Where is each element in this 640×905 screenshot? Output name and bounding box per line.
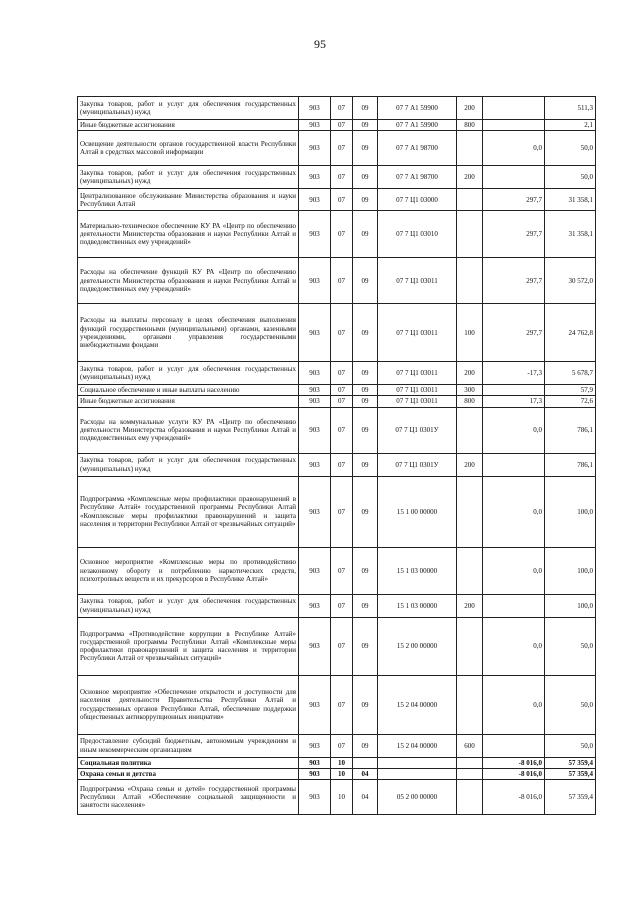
table-row xyxy=(78,675,596,734)
cell-name: Закупка товаров, работ и услуг для обеспечения государственных (муниципальных) нужд xyxy=(78,362,299,385)
cell-name: Закупка товаров, работ и услуг для обеспечения государственных (муниципальных) нужд xyxy=(78,453,299,476)
cell-change: 0,0 xyxy=(483,407,545,453)
cell-admin-code: 903 xyxy=(299,189,331,211)
table-row xyxy=(78,407,596,453)
cell-admin-code: 903 xyxy=(299,547,331,594)
cell-admin-code: 903 xyxy=(299,675,331,734)
cell-total: 72,6 xyxy=(545,396,596,407)
cell-expense-type xyxy=(457,768,483,779)
cell-total: 57,9 xyxy=(545,385,596,396)
cell-subsection: 09 xyxy=(353,734,378,757)
cell-target-article: 07 7 Ц1 03010 xyxy=(378,211,457,258)
cell-expense-type xyxy=(457,131,483,166)
cell-subsection xyxy=(353,757,378,768)
cell-total: 786,1 xyxy=(545,453,596,476)
cell-target-article: 15 1 00 00000 xyxy=(378,476,457,547)
page-number: 95 xyxy=(314,37,326,51)
table-row xyxy=(78,97,596,120)
cell-change xyxy=(483,453,545,476)
cell-name: Централизованное обслуживание Министерства образования и науки Республики Алтай xyxy=(78,189,299,211)
cell-name: Охрана семьи и детства xyxy=(78,768,299,779)
cell-section: 07 xyxy=(331,362,353,385)
cell-admin-code: 903 xyxy=(299,362,331,385)
cell-expense-type: 200 xyxy=(457,594,483,617)
cell-target-article xyxy=(378,768,457,779)
table-row xyxy=(78,166,596,189)
cell-admin-code: 903 xyxy=(299,757,331,768)
cell-expense-type: 200 xyxy=(457,166,483,189)
cell-name: Основное мероприятие «Обеспечение открытости и доступности для населения деятельности Правительства Республики Алтай и государственных органов Республики Алтай, обеспечение поддержки общественных антикоррупционных инициатив» xyxy=(78,675,299,734)
table-row xyxy=(78,453,596,476)
cell-expense-type xyxy=(457,476,483,547)
cell-section: 07 xyxy=(331,594,353,617)
cell-subsection: 09 xyxy=(353,258,378,304)
cell-total: 31 358,1 xyxy=(545,189,596,211)
cell-name: Расходы на обеспечение функций КУ РА «Центр по обеспечению деятельности Министерства образования и науки Республики Алтай и подведомственных ему учреждений» xyxy=(78,258,299,304)
table-row xyxy=(78,304,596,362)
cell-section: 07 xyxy=(331,97,353,120)
cell-subsection: 09 xyxy=(353,120,378,131)
cell-name: Подпрограмма «Противодействие коррупции в Республике Алтай» государственной программы Республики Алтай «Комплексные меры профилактики правонарушений и защита населения и территории Республики Алтай от чрезвычайных ситуаций» xyxy=(78,617,299,675)
cell-expense-type xyxy=(457,547,483,594)
cell-section: 07 xyxy=(331,304,353,362)
table-row xyxy=(78,362,596,385)
cell-change xyxy=(483,734,545,757)
cell-target-article: 07 7 А1 59900 xyxy=(378,120,457,131)
cell-expense-type: 200 xyxy=(457,97,483,120)
cell-target-article: 15 2 04 00000 xyxy=(378,675,457,734)
cell-expense-type: 600 xyxy=(457,734,483,757)
cell-admin-code: 903 xyxy=(299,594,331,617)
cell-total: 50,0 xyxy=(545,675,596,734)
cell-target-article: 07 7 Ц1 03011 xyxy=(378,385,457,396)
table-row xyxy=(78,385,596,396)
cell-section: 07 xyxy=(331,396,353,407)
cell-target-article: 07 7 А1 59900 xyxy=(378,97,457,120)
cell-admin-code: 903 xyxy=(299,453,331,476)
table-row xyxy=(78,547,596,594)
cell-section: 07 xyxy=(331,385,353,396)
cell-admin-code: 903 xyxy=(299,131,331,166)
cell-admin-code: 903 xyxy=(299,617,331,675)
cell-admin-code: 903 xyxy=(299,258,331,304)
cell-subsection: 09 xyxy=(353,362,378,385)
cell-subsection: 09 xyxy=(353,453,378,476)
cell-total: 2,1 xyxy=(545,120,596,131)
cell-section: 10 xyxy=(331,780,353,815)
cell-target-article: 07 7 Ц1 0301У xyxy=(378,407,457,453)
table-row xyxy=(78,258,596,304)
cell-total: 50,0 xyxy=(545,131,596,166)
cell-total: 57 359,4 xyxy=(545,768,596,779)
cell-name: Освещение деятельности органов государственной власти Республики Алтай в средствах массовой информации xyxy=(78,131,299,166)
cell-section: 10 xyxy=(331,768,353,779)
cell-change xyxy=(483,594,545,617)
cell-target-article: 07 7 Ц1 0301У xyxy=(378,453,457,476)
cell-change xyxy=(483,97,545,120)
table-row xyxy=(78,131,596,166)
cell-change: 0,0 xyxy=(483,131,545,166)
cell-name: Расходы на выплаты персоналу в целях обеспечения выполнения функций государственными (муниципальными) органами, казенными учреждениями, органами управления государственными внебюджетными фондами xyxy=(78,304,299,362)
cell-name: Закупка товаров, работ и услуг для обеспечения государственных (муниципальных) нужд xyxy=(78,166,299,189)
cell-change: 0,0 xyxy=(483,476,545,547)
cell-name: Предоставление субсидий бюджетным, автономным учреждениям и иным некоммерческим организациям xyxy=(78,734,299,757)
cell-target-article xyxy=(378,757,457,768)
table-row xyxy=(78,594,596,617)
table-row xyxy=(78,768,596,779)
cell-name: Закупка товаров, работ и услуг для обеспечения государственных (муниципальных) нужд xyxy=(78,594,299,617)
cell-name: Закупка товаров, работ и услуг для обеспечения государственных (муниципальных) нужд xyxy=(78,97,299,120)
cell-change: 297,7 xyxy=(483,258,545,304)
cell-name: Расходы на коммунальные услуги КУ РА «Центр по обеспечению деятельности Министерства образования и науки Республики Алтай и подведомственных ему учреждений» xyxy=(78,407,299,453)
cell-admin-code: 903 xyxy=(299,97,331,120)
cell-section: 07 xyxy=(331,211,353,258)
cell-total: 50,0 xyxy=(545,617,596,675)
cell-subsection: 04 xyxy=(353,768,378,779)
cell-change: 17,3 xyxy=(483,396,545,407)
table-row xyxy=(78,734,596,757)
cell-section: 07 xyxy=(331,407,353,453)
cell-section: 10 xyxy=(331,757,353,768)
cell-subsection: 04 xyxy=(353,780,378,815)
cell-subsection: 09 xyxy=(353,547,378,594)
cell-subsection: 09 xyxy=(353,617,378,675)
cell-total: 30 572,0 xyxy=(545,258,596,304)
cell-section: 07 xyxy=(331,258,353,304)
table-row xyxy=(78,780,596,815)
cell-total: 57 359,4 xyxy=(545,757,596,768)
cell-admin-code: 903 xyxy=(299,768,331,779)
cell-target-article: 15 1 03 00000 xyxy=(378,547,457,594)
cell-change: 297,7 xyxy=(483,211,545,258)
table-row xyxy=(78,476,596,547)
cell-change xyxy=(483,385,545,396)
cell-target-article: 07 7 А1 98700 xyxy=(378,166,457,189)
cell-admin-code: 903 xyxy=(299,166,331,189)
cell-expense-type: 300 xyxy=(457,385,483,396)
cell-change: -17,3 xyxy=(483,362,545,385)
cell-section: 07 xyxy=(331,734,353,757)
cell-change: 297,7 xyxy=(483,304,545,362)
cell-section: 07 xyxy=(331,166,353,189)
table-row xyxy=(78,120,596,131)
cell-section: 07 xyxy=(331,476,353,547)
cell-expense-type xyxy=(457,757,483,768)
cell-name: Основное мероприятие «Комплексные меры по противодействию незаконному обороту и потреблению наркотических средств, психотропных веществ и их прекурсоров в Республике Алтай» xyxy=(78,547,299,594)
cell-admin-code: 903 xyxy=(299,476,331,547)
table-row xyxy=(78,617,596,675)
table-row xyxy=(78,211,596,258)
cell-total: 31 358,1 xyxy=(545,211,596,258)
cell-subsection: 09 xyxy=(353,304,378,362)
cell-target-article: 05 2 00 00000 xyxy=(378,780,457,815)
cell-expense-type: 100 xyxy=(457,304,483,362)
cell-change: -8 016,0 xyxy=(483,780,545,815)
cell-target-article: 15 1 03 00000 xyxy=(378,594,457,617)
cell-admin-code: 903 xyxy=(299,780,331,815)
cell-name: Материально-техническое обеспечение КУ РА «Центр по обеспечению деятельности Министерства образования и науки Республики Алтай и подведомственных ему учреждений» xyxy=(78,211,299,258)
cell-target-article: 07 7 Ц1 03000 xyxy=(378,189,457,211)
cell-name: Иные бюджетные ассигнования xyxy=(78,396,299,407)
cell-change: 0,0 xyxy=(483,547,545,594)
cell-name: Подпрограмма «Охрана семьи и детей» государственной программы Республики Алтай «Обеспечение социальной защищенности и занятости населения» xyxy=(78,780,299,815)
cell-section: 07 xyxy=(331,617,353,675)
cell-subsection: 09 xyxy=(353,189,378,211)
cell-change: -8 016,0 xyxy=(483,757,545,768)
cell-expense-type: 800 xyxy=(457,396,483,407)
cell-total: 57 359,4 xyxy=(545,780,596,815)
table-row xyxy=(78,189,596,211)
cell-admin-code: 903 xyxy=(299,120,331,131)
cell-expense-type: 200 xyxy=(457,362,483,385)
cell-expense-type: 800 xyxy=(457,120,483,131)
cell-subsection: 09 xyxy=(353,97,378,120)
cell-name: Социальное обеспечение и иные выплаты населению xyxy=(78,385,299,396)
cell-total: 50,0 xyxy=(545,166,596,189)
cell-target-article: 07 7 Ц1 03011 xyxy=(378,258,457,304)
budget-table xyxy=(77,96,596,815)
cell-admin-code: 903 xyxy=(299,385,331,396)
cell-expense-type xyxy=(457,211,483,258)
cell-subsection: 09 xyxy=(353,594,378,617)
cell-change: 0,0 xyxy=(483,675,545,734)
cell-expense-type xyxy=(457,189,483,211)
cell-subsection: 09 xyxy=(353,166,378,189)
cell-change: 0,0 xyxy=(483,617,545,675)
table-row xyxy=(78,757,596,768)
cell-admin-code: 903 xyxy=(299,211,331,258)
cell-subsection: 09 xyxy=(353,675,378,734)
cell-change xyxy=(483,120,545,131)
cell-change: -8 016,0 xyxy=(483,768,545,779)
cell-change xyxy=(483,166,545,189)
cell-subsection: 09 xyxy=(353,396,378,407)
cell-admin-code: 903 xyxy=(299,396,331,407)
cell-subsection: 09 xyxy=(353,131,378,166)
cell-total: 100,0 xyxy=(545,547,596,594)
cell-subsection: 09 xyxy=(353,211,378,258)
cell-name: Социальная политика xyxy=(78,757,299,768)
cell-expense-type xyxy=(457,407,483,453)
table-row xyxy=(78,396,596,407)
cell-section: 07 xyxy=(331,120,353,131)
cell-admin-code: 903 xyxy=(299,734,331,757)
cell-section: 07 xyxy=(331,189,353,211)
cell-section: 07 xyxy=(331,675,353,734)
cell-total: 100,0 xyxy=(545,594,596,617)
cell-admin-code: 903 xyxy=(299,304,331,362)
cell-expense-type xyxy=(457,617,483,675)
cell-total: 24 762,8 xyxy=(545,304,596,362)
cell-section: 07 xyxy=(331,453,353,476)
cell-total: 786,1 xyxy=(545,407,596,453)
cell-target-article: 07 7 Ц1 03011 xyxy=(378,362,457,385)
cell-total: 5 678,7 xyxy=(545,362,596,385)
cell-total: 511,3 xyxy=(545,97,596,120)
cell-expense-type: 200 xyxy=(457,453,483,476)
cell-expense-type xyxy=(457,675,483,734)
cell-expense-type xyxy=(457,780,483,815)
cell-name: Подпрограмма «Комплексные меры профилактики правонарушений в Республике Алтай» государственной программы Республики Алтай «Комплексные меры профилактики правонарушений и защита населения и территории Республики Алтай от чрезвычайных ситуаций» xyxy=(78,476,299,547)
cell-target-article: 07 7 Ц1 03011 xyxy=(378,304,457,362)
cell-target-article: 07 7 Ц1 03011 xyxy=(378,396,457,407)
cell-total: 50,0 xyxy=(545,734,596,757)
cell-subsection: 09 xyxy=(353,385,378,396)
cell-change: 297,7 xyxy=(483,189,545,211)
cell-total: 100,0 xyxy=(545,476,596,547)
cell-name: Иные бюджетные ассигнования xyxy=(78,120,299,131)
cell-section: 07 xyxy=(331,131,353,166)
cell-target-article: 07 7 А1 98700 xyxy=(378,131,457,166)
cell-target-article: 15 2 04 00000 xyxy=(378,734,457,757)
cell-subsection: 09 xyxy=(353,476,378,547)
cell-admin-code: 903 xyxy=(299,407,331,453)
cell-subsection: 09 xyxy=(353,407,378,453)
cell-section: 07 xyxy=(331,547,353,594)
cell-target-article: 15 2 00 00000 xyxy=(378,617,457,675)
cell-expense-type xyxy=(457,258,483,304)
